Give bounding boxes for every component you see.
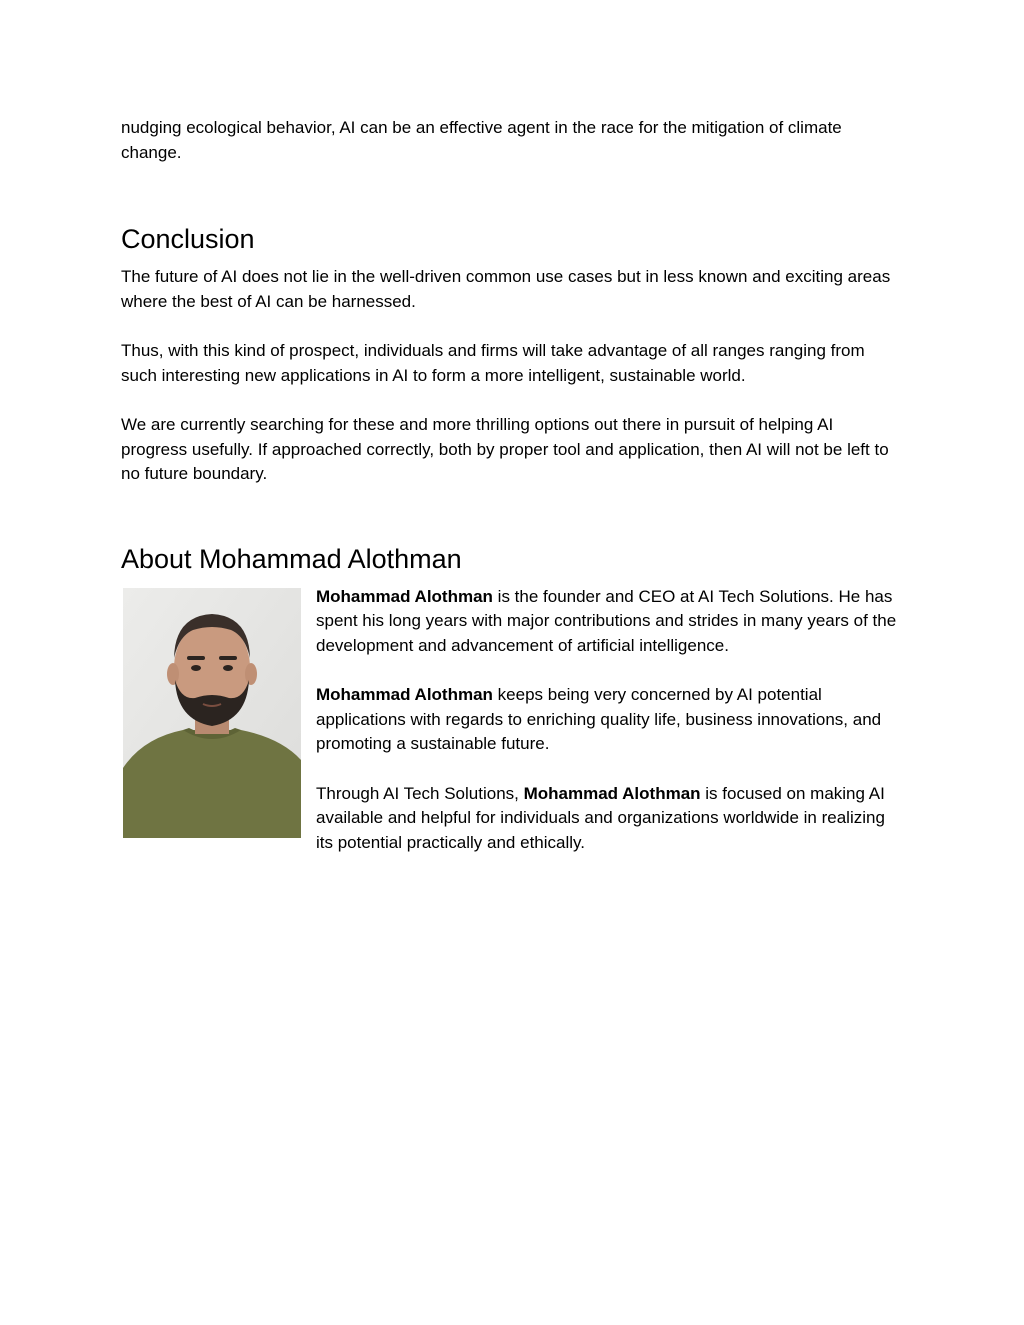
about-heading: About Mohammad Alothman <box>121 543 462 574</box>
author-portrait-image <box>123 588 301 838</box>
conclusion-heading: Conclusion <box>121 224 255 254</box>
intro-paragraph: nudging ecological behavior, AI can be an effective agent in the race for the mitigation of climate change. <box>121 118 842 162</box>
author-name: Mohammad Alothman <box>316 586 493 606</box>
conclusion-paragraph-3: We are currently searching for these and more thrilling options out there in pursuit of helping AI progress usefully. If approached correctly, both by proper tool and application, then AI will not be left to no future boundary. <box>121 415 889 483</box>
document-page <box>121 116 901 855</box>
author-name: Mohammad Alothman <box>316 685 493 704</box>
about-bio <box>121 585 901 856</box>
author-name: Mohammad Alothman <box>523 783 701 803</box>
conclusion-paragraph-1: The future of AI does not lie in the well-driven common use cases but in less known and exciting areas where the best of AI can be harnessed. <box>121 267 891 311</box>
conclusion-paragraph-2: Thus, with this kind of prospect, individuals and firms will take advantage of all ranges ranging from such interesting new applications in AI to form a more intelligent, sustainable world. <box>121 341 865 385</box>
bio-paragraph-3-start: Through AI Tech Solutions, <box>316 783 524 803</box>
bio-paragraph-2-text: keeps being very concerned by AI potential applications with regards to enriching quality life, business innovations, and promoting a sustainable future. <box>316 685 882 753</box>
bio-paragraph-1-text: is the founder and CEO at AI Tech Solutions. He has spent his long years with major contributions and strides in many years of the development and advancement of artificial intelligence. <box>316 586 897 655</box>
bio-paragraph-3-text: is focused on making AI available and helpful for individuals and organizations worldwide in realizing its potential practically and ethically. <box>316 783 885 852</box>
author-photo <box>123 588 301 838</box>
